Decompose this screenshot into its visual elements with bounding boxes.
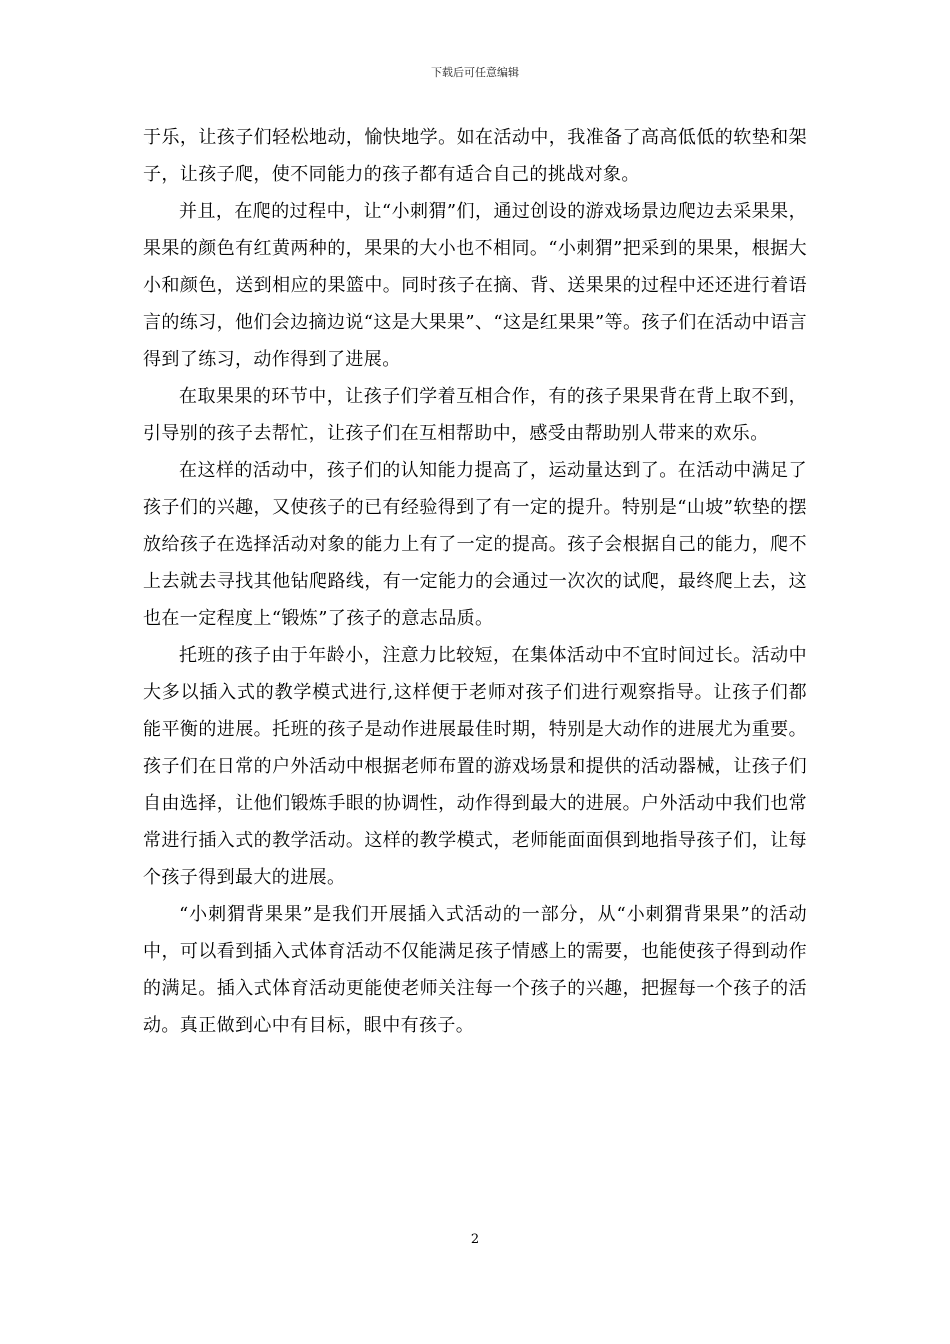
paragraph: 在这样的活动中，孩子们的认知能力提高了，运动量达到了。在活动中满足了孩子们的兴趣，又使孩子的已有经验得到了有一定的提升。特别是“山坡”软垫的摆放给孩子在选择活动对象的能力上有了一定的提高。孩子会根据自己的能力，爬不上去就去寻找其他钻爬路线，有一定能力的会通过一次次的试爬，最终爬上去，这也在一定程度上“锻炼”了孩子的意志品质。	[143, 460, 807, 629]
page-number: 2	[470, 1232, 480, 1247]
paragraph-continuation: 于乐，让孩子们轻松地动，愉快地学。如在活动中，我准备了高高低低的软垫和架子，让孩子爬，使不同能力的孩子都有适合自己的挑战对象。	[143, 127, 807, 185]
paragraph: 并且，在爬的过程中，让“小刺猬”们，通过创设的游戏场景边爬边去采果果，果果的颜色有红黄两种的，果果的大小也不相同。“小刺猬”把采到的果果，根据大小和颜色，送到相应的果篮中。同时孩子在摘、背、送果果的过程中还还进行着语言的练习，他们会边摘边说“这是大果果”、“这是红果果”等。孩子们在活动中语言得到了练习，动作得到了进展。	[143, 201, 808, 370]
paragraph: “小刺猬背果果”是我们开展插入式活动的一部分，从“小刺猬背果果”的活动中，可以看到插入式体育活动不仅能满足孩子情感上的需要，也能使孩子得到动作的满足。插入式体育活动更能使老师关注每一个孩子的兴趣，把握每一个孩子的活动。真正做到心中有目标，眼中有孩子。	[143, 904, 807, 1036]
page-header: 下载后可任意编辑	[431, 66, 519, 79]
paragraph: 在取果果的环节中，让孩子们学着互相合作，有的孩子果果背在背上取不到，引导别的孩子去帮忙，让孩子们在互相帮助中，感受由帮助别人带来的欢乐。	[143, 386, 807, 444]
document-body	[143, 119, 807, 1044]
paragraph: 托班的孩子由于年龄小，注意力比较短，在集体活动中不宜时间过长。活动中大多以插入式的教学模式进行,这样便于老师对孩子们进行观察指导。让孩子们都能平衡的进展。托班的孩子是动作进展最佳时期，特别是大动作的进展尤为重要。孩子们在日常的户外活动中根据老师布置的游戏场景和提供的活动器械，让孩子们自由选择，让他们锻炼手眼的协调性，动作得到最大的进展。户外活动中我们也常常进行插入式的教学活动。这样的教学模式，老师能面面俱到地指导孩子们，让每个孩子得到最大的进展。	[143, 645, 807, 888]
